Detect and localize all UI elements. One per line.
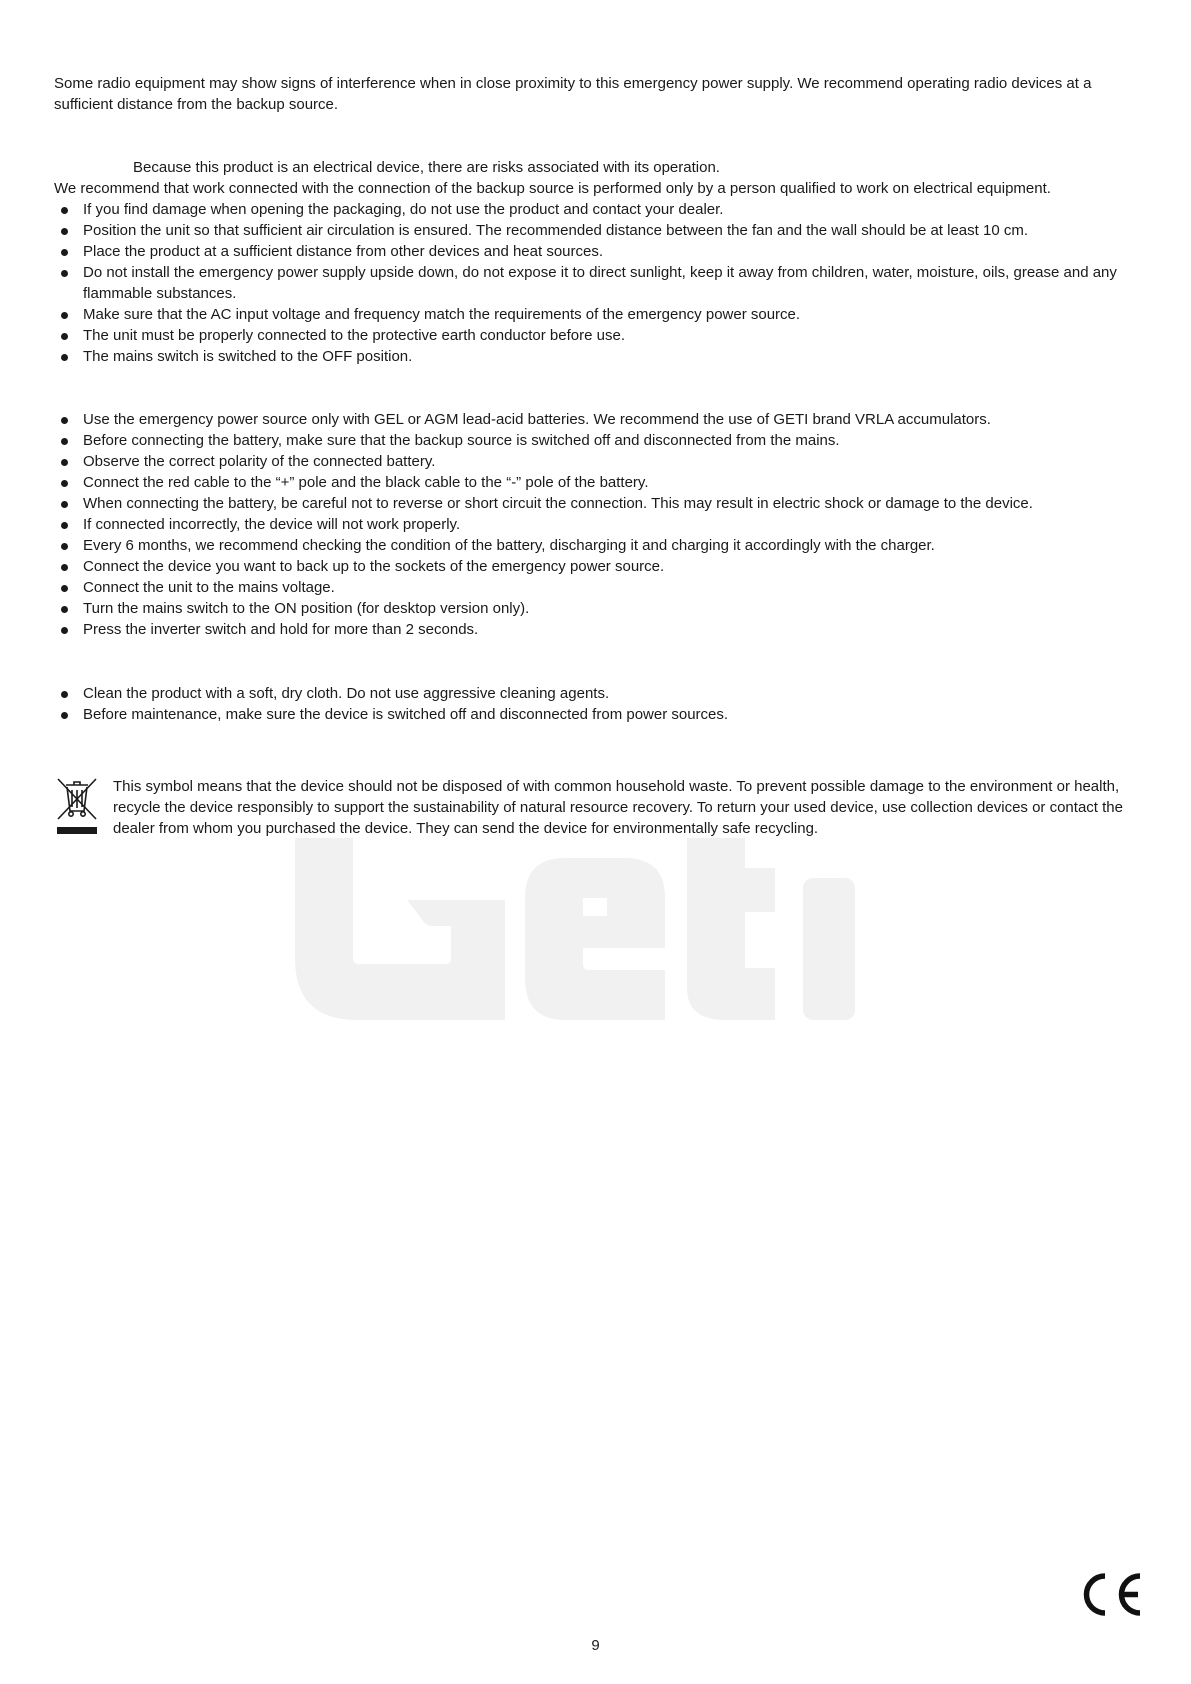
list-item: Make sure that the AC input voltage and frequency match the requirements of the emergency power source. — [54, 304, 1142, 325]
page-number: 9 — [591, 1637, 600, 1654]
list-item: Turn the mains switch to the ON position (for desktop version only). — [54, 598, 1142, 619]
list-item: If connected incorrectly, the device will not work properly. — [54, 514, 1142, 535]
ce-mark-icon — [1076, 1572, 1144, 1617]
intro-text: Some radio equipment may show signs of interference when in close proximity to this emergency power supply. We recommend operating radio devices at a sufficient distance from the backup source. — [54, 75, 1092, 113]
maintenance-list — [54, 683, 1142, 725]
list-item: Press the inverter switch and hold for more than 2 seconds. — [54, 619, 1142, 640]
safety-note: We recommend that work connected with the connection of the backup source is performed only by a person qualified to work on electrical equipment. — [54, 180, 1051, 197]
disposal-section — [113, 776, 1143, 839]
safety-section — [54, 157, 1142, 367]
list-item: Do not install the emergency power supply upside down, do not expose it to direct sunlight, keep it away from children, water, moisture, oils, grease and any flammable substances. — [54, 262, 1142, 304]
intro-section — [54, 73, 1142, 115]
list-item: Connect the device you want to back up to the sockets of the emergency power source. — [54, 556, 1142, 577]
list-item: Use the emergency power source only with GEL or AGM lead-acid batteries. We recommend the use of GETI brand VRLA accumulators. — [54, 409, 1142, 430]
list-item: Before connecting the battery, make sure that the backup source is switched off and disconnected from the mains. — [54, 430, 1142, 451]
list-item: Position the unit so that sufficient air circulation is ensured. The recommended distance between the fan and the wall should be at least 10 cm. — [54, 220, 1142, 241]
installation-list — [54, 409, 1142, 640]
list-item: The mains switch is switched to the OFF position. — [54, 346, 1142, 367]
safety-list — [54, 199, 1142, 367]
weee-crossed-bin-icon — [55, 775, 99, 835]
safety-intro: Because this product is an electrical device, there are risks associated with its operation. — [133, 159, 720, 176]
list-item: Place the product at a sufficient distance from other devices and heat sources. — [54, 241, 1142, 262]
list-item: When connecting the battery, be careful not to reverse or short circuit the connection. This may result in electric shock or damage to the device. — [54, 493, 1142, 514]
list-item: Observe the correct polarity of the connected battery. — [54, 451, 1142, 472]
maintenance-section — [54, 683, 1142, 725]
list-item: Before maintenance, make sure the device is switched off and disconnected from power sources. — [54, 704, 1142, 725]
installation-section — [54, 409, 1142, 640]
list-item: Clean the product with a soft, dry cloth. Do not use aggressive cleaning agents. — [54, 683, 1142, 704]
list-item: Connect the red cable to the “+” pole and the black cable to the “-” pole of the battery. — [54, 472, 1142, 493]
disposal-text: This symbol means that the device should not be disposed of with common household waste. To prevent possible damage to the environment or health, recycle the device responsibly to support the sustainability of natural resource recovery. To return your used device, use collection devices or contact the dealer from whom you purchased the device. They can send the device for environmentally safe recycling. — [113, 778, 1123, 837]
list-item: Connect the unit to the mains voltage. — [54, 577, 1142, 598]
list-item: Every 6 months, we recommend checking the condition of the battery, discharging it and charging it accordingly with the charger. — [54, 535, 1142, 556]
list-item: The unit must be properly connected to the protective earth conductor before use. — [54, 325, 1142, 346]
geti-watermark-logo — [295, 838, 905, 1020]
list-item: If you find damage when opening the packaging, do not use the product and contact your dealer. — [54, 199, 1142, 220]
